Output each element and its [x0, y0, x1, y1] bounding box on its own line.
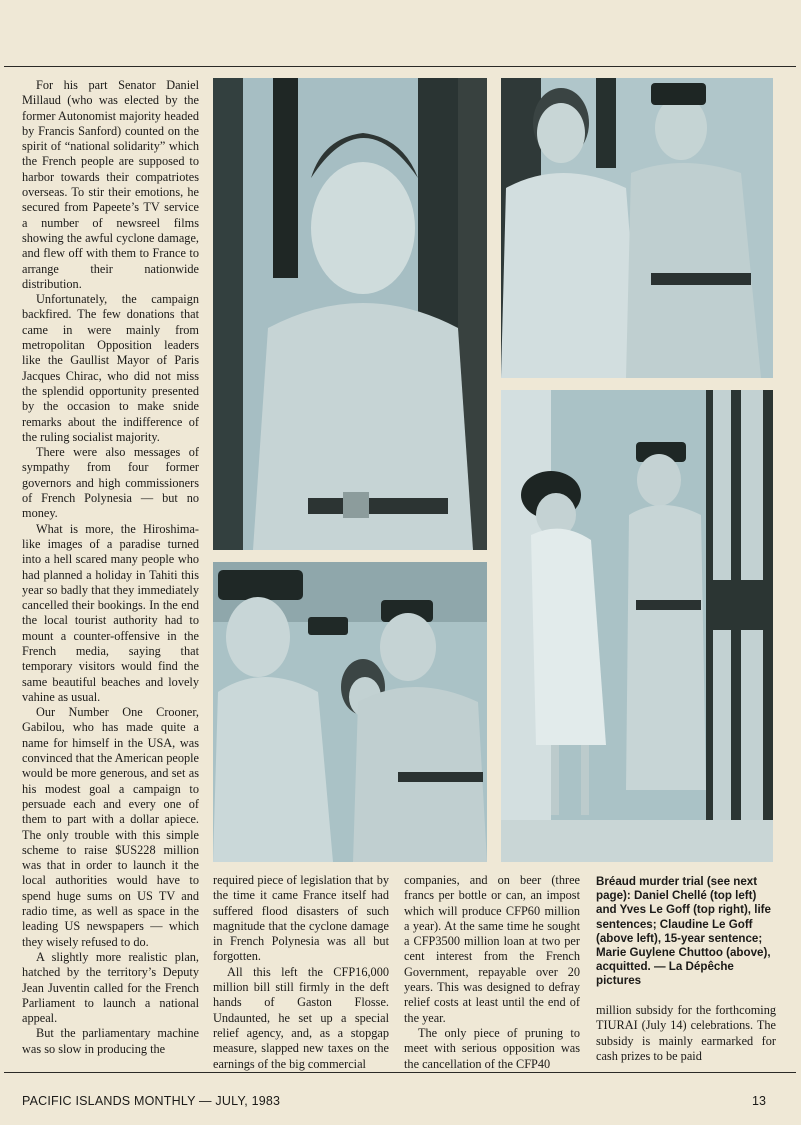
article-column-1 [22, 78, 199, 1057]
article-column-4 [596, 1003, 776, 1064]
paragraph: million subsidy for the forthcoming TIURAI (July 14) celebrations. The subsidy is mainly earmarked for cash prizes to be paid [596, 1003, 776, 1063]
photo-marie-guylene-chuttoo [501, 390, 773, 862]
top-rule [4, 66, 796, 67]
bottom-rule [4, 1072, 796, 1073]
paragraph: But the parliamentary machine was so slow in producing the [22, 1026, 199, 1056]
paragraph: Our Number One Crooner, Gabilou, who has made quite a name for himself in the USA, was convinced that the American people would be more generous, and set as his modest goal a campaign to persuade each and every one of them to part with a dollar apiece. The only trouble with this simple scheme to raise $US228 million was that in order to launch it the local authorities would have to spend huge sums on US TV and radio time, as well as space in the leading US newspapers — which they wisely refused to do. [22, 705, 199, 949]
article-column-3 [404, 873, 580, 1072]
paragraph: What is more, the Hiroshima-like images of a paradise turned into a hell scared many people who had planned a holiday in Tahiti this year so badly that they immediately cancelled their bookings. In the end the local tourist authority had to mount a counter-offensive in the French media, saying that temporary visitors would find the same beautiful beaches and lovely vahine as usual. [22, 521, 199, 704]
photo-caption: Bréaud murder trial (see next page): Daniel Chellé (top left) and Yves Le Goff (top right), life sentences; Claudine Le Goff (above left), 15-year sentence; Marie Guylene Chuttoo (above), acquitted. — La Dépêche pictures [596, 875, 771, 988]
page-number: 13 [752, 1094, 766, 1108]
paragraph: required piece of legislation that by the time it came France itself had suffered flood disasters of such magnitude that the cyclone damage in French Polynesia was all but forgotten. [213, 873, 389, 964]
paragraph: companies, and on beer (three francs per bottle or can, an impost which will produce CFP60 million a year). At the same time he sought a CFP3500 million loan at two per cent interest from the French Government, repayable over 20 years. This was designed to defray relief costs at least until the end of the year. [404, 873, 580, 1025]
photo-yves-le-goff [501, 78, 773, 378]
publication-footer: PACIFIC ISLANDS MONTHLY — JULY, 1983 [22, 1094, 281, 1108]
paragraph: A slightly more realistic plan, hatched by the territory’s Deputy Jean Juventin called for the French Parliament to launch a national appeal. [22, 949, 199, 1026]
photo-daniel-chelle [213, 78, 487, 550]
paragraph: Unfortunately, the campaign backfired. The few donations that came in were mainly from metropolitan Opposition leaders like the Gaullist Mayor of Paris Jacques Chirac, who did not miss the splendid opportunity presented by the occasion to make snide remarks about the indifference of the ruling socialist majority. [22, 292, 199, 444]
photo-claudine-le-goff [213, 562, 487, 862]
article-column-2 [213, 873, 389, 1072]
paragraph: All this left the CFP16,000 million bill still firmly in the deft hands of Gaston Flosse. Undaunted, he set up a special relief agency, and, as a stopgap measure, slapped new taxes on the earnings of the big commercial [213, 964, 389, 1071]
paragraph: There were also messages of sympathy from four former governors and high commissioners of French Polynesia — but no money. [22, 445, 199, 521]
paragraph: The only piece of pruning to meet with serious opposition was the cancellation of the CFP40 [404, 1025, 580, 1071]
paragraph: For his part Senator Daniel Millaud (who was elected by the former Autonomist majority headed by Francis Sanford) counted on the spirit of “national solidarity” which the French people are supposed to harbor towards their compatriotes overseas. To stir their emotions, he secured from Papeete’s TV service a number of newsreel films showing the awful cyclone damage, and flew off with them to France to arrange their nationwide distribution. [22, 78, 199, 291]
